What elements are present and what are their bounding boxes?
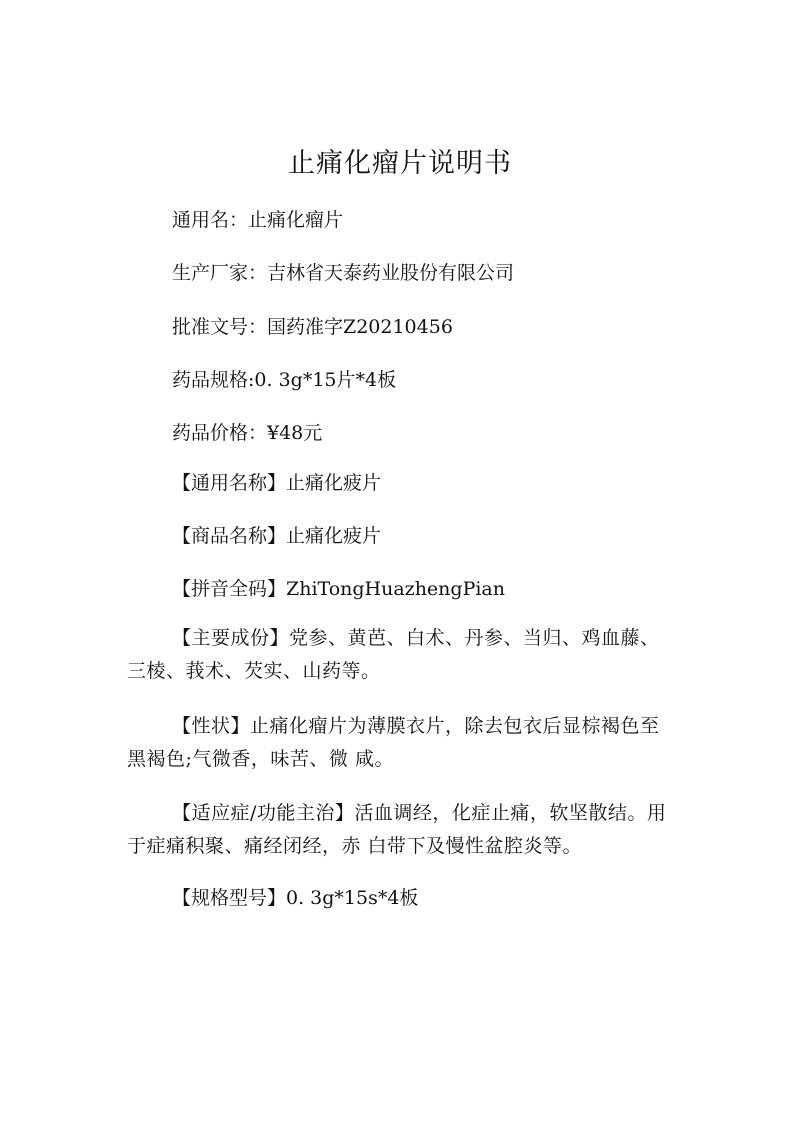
approval-number-line: 批准文号：国药准字Z20210456 [172,316,453,338]
general-name-line: 通用名：止痛化瘤片 [172,209,344,231]
ingredients-paragraph: 【主要成份】党参、黄芭、白术、丹参、当归、鸡血藤、三棱、莪术、芡实、山药等。 [127,627,660,682]
trade-name-line: 【商品名称】止痛化疲片 [172,525,382,547]
indications-paragraph: 【适应症/功能主治】活血调经，化症止痛，软坚散结。用于症痛积聚、痛经闭经，赤 白带下及慢性盆腔炎等。 [127,802,667,857]
specification-line: 药品规格:0. 3g*15片*4板 [172,369,397,391]
properties-paragraph: 【性状】止痛化瘤片为薄膜衣片，除去包衣后显棕褐色至黑褐色;气微香，味苦、微 咸。 [127,715,660,770]
manufacturer-line: 生产厂家：吉林省天泰药业股份有限公司 [172,262,515,284]
price-line: 药品价格：¥48元 [172,422,323,444]
document-title: 止痛化瘤片说明书 [288,148,512,179]
pinyin-line: 【拼音全码】ZhiTongHuazhengPian [172,578,506,600]
common-name-line: 【通用名称】止痛化疲片 [172,472,382,494]
model-spec-line: 【规格型号】0. 3g*15s*4板 [172,887,419,909]
